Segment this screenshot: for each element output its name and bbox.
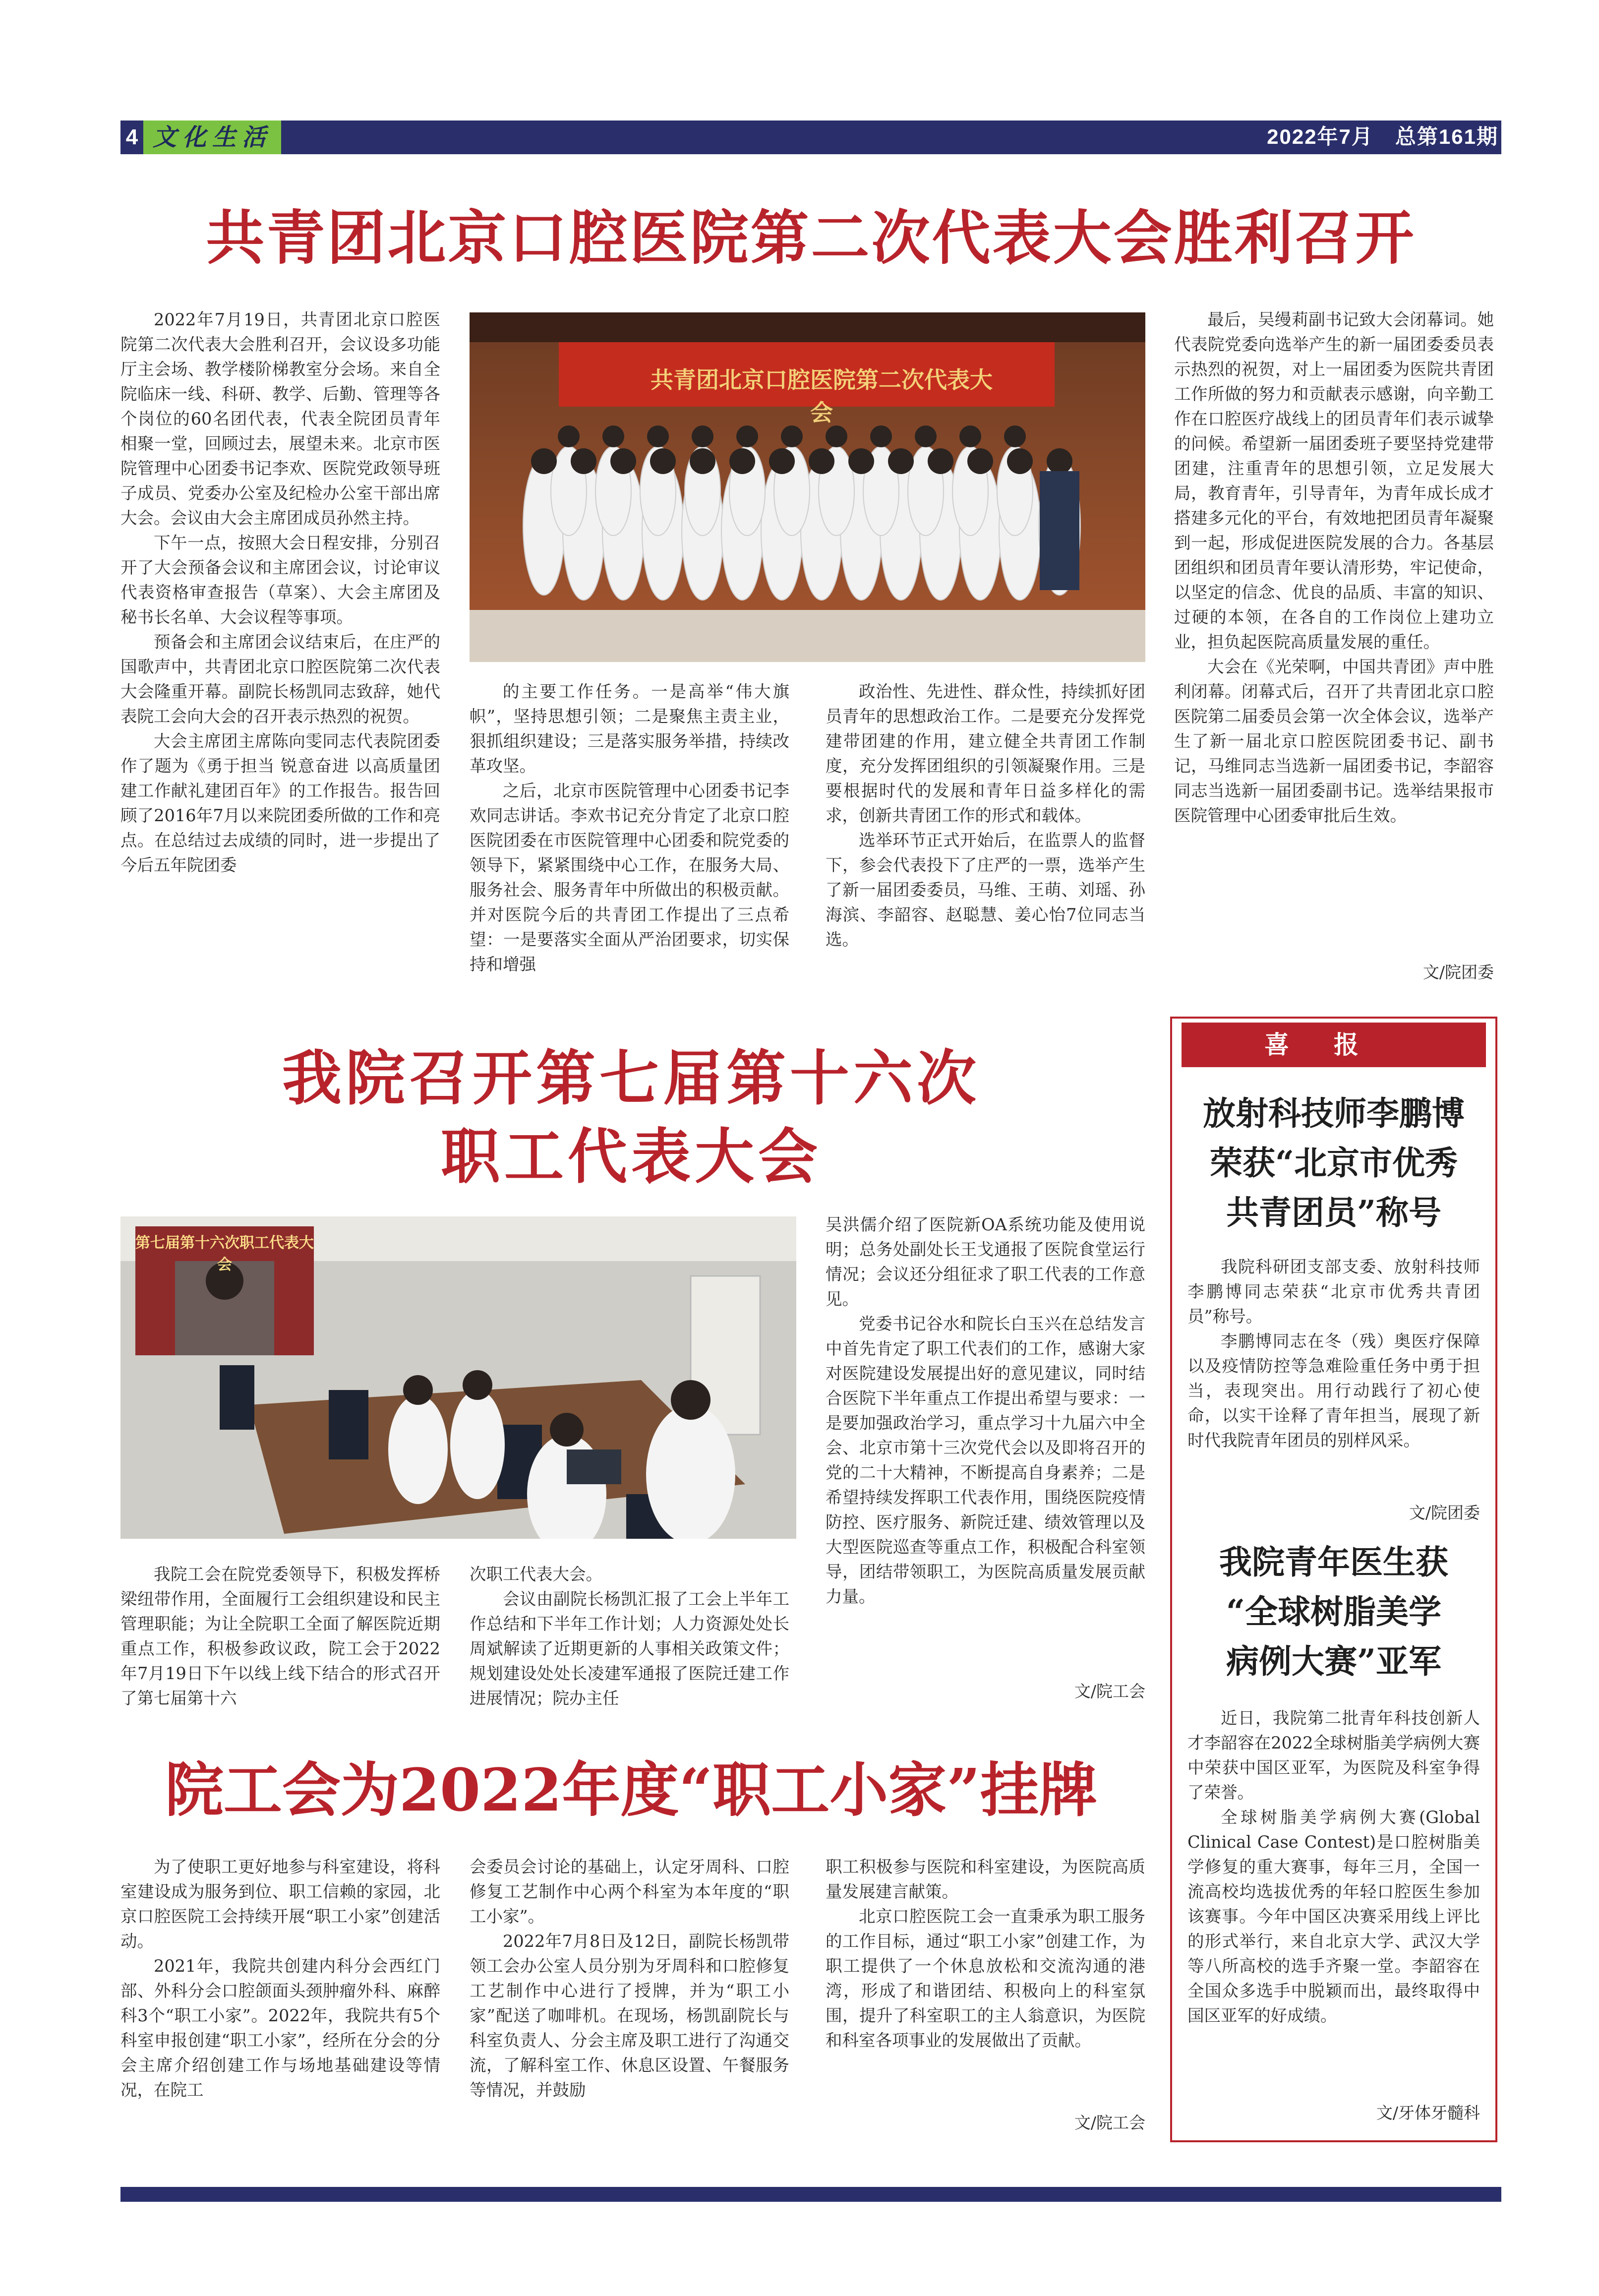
news1-body: 我院科研团支部支委、放射科技师李鹏博同志荣获“北京市优秀共青团员”称号。 李鹏博同志在冬（残）奥医疗保障以及疫情防控等急难险重任务中勇于担当，表现突出。用行动践行了初心使命，以实干诠释了青年担当，展现了新时代我院青年团员的别样风采。 (1187, 1257, 1480, 1450)
news1-signature: 文/院团委 (1409, 1503, 1480, 1522)
footer-bar (120, 2187, 1501, 2202)
news2-body: 近日，我院第二批青年科技创新人才李韶容在2022全球树脂美学病例大赛中荣获中国区亚军，为医院及科室争得了荣誉。 全球树脂美学病例大赛(Global Clinical Case Contest)是口腔树脂美学修复的重大赛事，每年三月，全国一流高校均选拔优秀的年轻口腔医生参加该赛事。今年中国区决赛采用线上评比的形式举行，来自北京大学、武汉大学等八所高校的选手齐聚一堂。李韶容在全国众多选手中脱颖而出，最终取得中国区亚军的好成绩。 (1187, 1708, 1480, 2025)
article2-title-line2: 职工代表大会 (441, 1122, 822, 1192)
article3-signature: 文/院工会 (1074, 2113, 1145, 2132)
article2-title-line1: 我院召开第七届第十六次 (282, 1043, 980, 1113)
article1-col1: 2022年7月19日，共青团北京口腔医院第二次代表大会胜利召开，会议设多功能厅主会场、教学楼阶梯教室分会场。来自全院临床一线、科研、教学、后勤、管理等各个岗位的60名团代表，代表全院团员青年相聚一堂，回顾过去，展望未来。北京市医院管理中心团委书记李欢、医院党政领导班子成员、党委办公室及纪检办公室干部出席大会。会议由大会主席团成员孙然主持。 下午一点，按照大会日程安排，分别召开了大会预备会议和主席团会议，讨论审议代表资格审查报告（草案）、大会主席团及秘书长名单、大会议程等事项。 预备会和主席团会议结束后，在庄严的国歌声中，共青团北京口腔医院第二次代表大会隆重开幕。副院长杨凯同志致辞，她代表院工会向大会的召开表示热烈的祝贺。 大会主席团主席陈向雯同志代表院团委作了题为《勇于担当 锐意奋进 以高质量团建工作献礼建团百年》的工作报告。报告回顾了2016年7月以来院团委所做的工作和亮点。在总结过去成绩的同时，进一步提出了今后五年院团委 (120, 310, 440, 875)
article1-title: 共青团北京口腔医院第二次代表大会胜利召开 (206, 203, 1416, 272)
article3-col1: 为了使职工更好地参与科室建设，将科室建设成为服务到位、职工信赖的家园，北京口腔医院工会持续开展“职工小家”创建活动。 2021年，我院共创建内科分会西红门部、外科分会口腔颌面头颈肿瘤外科、麻醉科3个“职工小家”。2022年，我院共有5个科室申报创建“职工小家”，经所在分会的分会主席介绍创建工作与场地基础建设等情况，在院工 (120, 1857, 440, 2100)
article2-col-a: 我院工会在院党委领导下，积极发挥桥梁纽带作用，全面履行工会组织建设和民主管理职能；为让全院职工全面了解医院近期重点工作，积极参政议政，院工会于2022年7月19日下午以线上线下结合的形式召开了第七届第十六 (120, 1565, 440, 1708)
meeting-screen-text: 第七届第十六次职工代表大会 (135, 1234, 314, 1273)
article2-col-b: 次职工代表大会。 会议由副院长杨凯汇报了工会上半年工作总结和下半年工作计划；人力资源处处长周斌解读了近期更新的人事相关政策文件；规划建设处处长凌建军通报了医院迁建工作进展情况；院办主任 (470, 1565, 789, 1708)
article1-col4: 最后，吴缦莉副书记致大会闭幕词。她代表院党委向选举产生的新一届团委委员表示热烈的祝贺，对上一届团委为医院共青团工作所做的努力和贡献表示感谢，向辛勤工作在口腔医疗战线上的团员青年们表示诚挚的问候。希望新一届团委班子要坚持党建带团建，注重青年的思想引领，立足发展大局，教育青年，引导青年，为青年成长成才搭建多元化的平台，有效地把团员青年凝聚到一起，形成促进医院发展的合力。各基层团组织和团员青年要认清形势，牢记使命，以坚定的信念、优良的品质、丰富的知识、过硬的本领，在各自的工作岗位上建功立业，担负起医院高质量发展的重任。 大会在《光荣啊，中国共青团》声中胜利闭幕。闭幕式后，召开了共青团北京口腔医院第二届委员会第一次全体会议，选举产生了新一届北京口腔医院团委书记、副书记，马维同志当选新一届团委书记，李韶容同志当选新一届团委副书记。选举结果报市医院管理中心团委审批后生效。 (1174, 310, 1494, 825)
article2-col-right: 吴洪儒介绍了医院新OA系统功能及使用说明；总务处副处长王戈通报了医院食堂运行情况；会议还分组征求了职工代表的工作意见。 党委书记谷水和院长白玉兴在总结发言中首先肯定了职工代表们的工作，感谢大家对医院建设发展提出好的意见建议，同时结合医院下半年重点工作提出希望与要求：一是要加强政治学习，重点学习十九届六中全会、北京市第十三次党代会以及即将召开的党的二十大精神，不断提高自身素养；二是希望持续发挥职工代表作用，围绕医院疫情防控、医疗服务、新院迁建、绩效管理以及大型医院巡查等重点工作，积极配合科室领导，团结带领职工，为医院高质量发展贡献力量。 (826, 1215, 1145, 1606)
page-number: 4 (120, 121, 143, 154)
news2-signature: 文/牙体牙髓科 (1376, 2103, 1480, 2122)
article3-title: 院工会为2022年度“职工小家”挂牌 (165, 1755, 1098, 1824)
news1-title: 放射科技师李鹏博 荣获“北京市优秀 共青团员”称号 (1203, 1094, 1465, 1232)
photo-banner-text: 共青团北京口腔医院第二次代表大会 (651, 366, 993, 426)
meeting-photo (120, 1216, 796, 1539)
issue-date: 2022年7月 总第161期 (1267, 125, 1498, 148)
article1-col2: 的主要工作任务。一是高举“伟大旗帜”，坚持思想引领；二是聚焦主责主业，狠抓组织建设；三是落实服务举措，持续改革攻坚。 之后，北京市医院管理中心团委书记李欢同志讲话。李欢书记充分肯定了北京口腔医院团委在市医院管理中心团委和院党委的领导下，紧紧围绕中心工作，在服务大局、服务社会、服务青年中所做出的积极贡献。并对医院今后的共青团工作提出了三点希望：一是要落实全面从严治团要求，切实保持和增强 (470, 682, 789, 974)
article2-signature: 文/院工会 (1074, 1682, 1145, 1701)
group-photo (470, 312, 1145, 662)
article1-signature: 文/院团委 (1422, 963, 1494, 982)
article3-col2: 会委员会讨论的基础上，认定牙周科、口腔修复工艺制作中心两个科室为本年度的“职工小家”。 2022年7月8日及12日，副院长杨凯带领工会办公室人员分别为牙周科和口腔修复工艺制作中心进行了授牌，并为“职工小家”配送了咖啡机。在现场，杨凯副院长与科室负责人、分会主席及职工进行了沟通交流，了解科室工作、休息区设置、午餐服务等情况，并鼓励 (470, 1857, 789, 2100)
article1-col3: 政治性、先进性、群众性，持续抓好团员青年的思想政治工作。二是要充分发挥党建带团建的作用，建立健全共青团工作制度，充分发挥团组织的引领凝聚作用。三是要根据时代的发展和青年日益多样化的需求，创新共青团工作的形式和载体。 选举环节正式开始后，在监票人的监督下，参会代表投下了庄严的一票，选举产生了新一届团委委员，马维、王萌、刘瑶、孙海滨、李韶容、赵聪慧、姜心怡7位同志当选。 (826, 682, 1145, 949)
article3-col3: 职工积极参与医院和科室建设，为医院高质量发展建言献策。 北京口腔医院工会一直秉承为职工服务的工作目标，通过“职工小家”创建工作，为职工提供了一个休息放松和交流沟通的港湾，形成了和谐团结、积极向上的科室氛围，提升了科室职工的主人翁意识，为医院和科室各项事业的发展做出了贡献。 (826, 1857, 1145, 2050)
news2-title: 我院青年医生获 “全球树脂美学 病例大赛”亚军 (1219, 1543, 1448, 1681)
section-name: 文化生活 (143, 121, 281, 154)
sidebar-banner: 喜报 (1182, 1023, 1486, 1067)
